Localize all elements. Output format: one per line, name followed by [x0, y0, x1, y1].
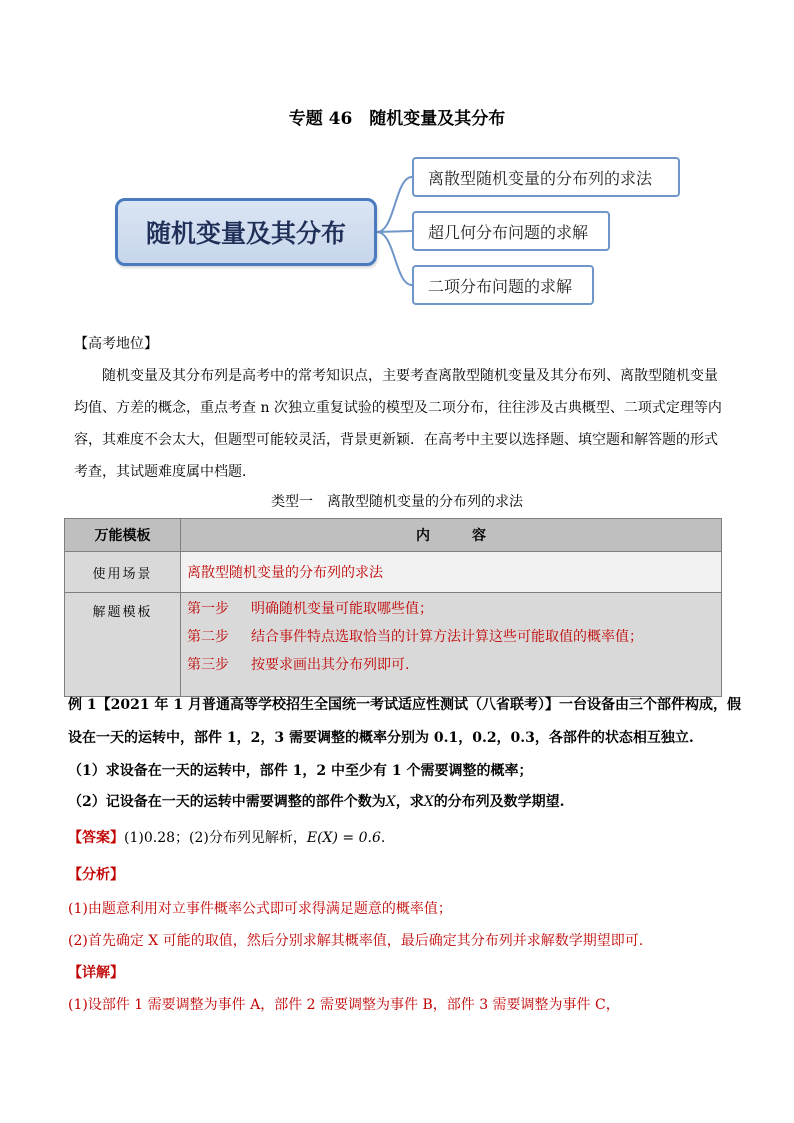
template-table	[64, 518, 722, 697]
row-label-scenario: 使用场景	[65, 552, 181, 593]
type1-heading: 类型一 离散型随机变量的分布列的求法	[271, 494, 523, 510]
example-line-2: 设在一天的运转中，部件 1，2，3 需要调整的概率分别为 0.1，0.2，0.3，各部件的状态相互独立.	[68, 730, 694, 746]
detail-line-1: (1)设部件 1 需要调整为事件 A，部件 2 需要调整为事件 B，部件 3 需要调整为事件 C，	[68, 997, 620, 1013]
table-row	[65, 593, 722, 697]
example-line-1: 例 1【2021 年 1 月普通高等学校招生全国统一考试适应性测试（八省联考）】一台设备由三个部件构成，假	[68, 697, 741, 713]
step-1: 第一步 明确随机变量可能取哪些值；	[187, 601, 433, 617]
answer-line: 【答案】(1)0.28；(2)分布列见解析，E(X) = 0.6.	[68, 830, 386, 846]
row-content-scenario: 离散型随机变量的分布列的求法	[181, 552, 722, 593]
analysis-line-2: (2)首先确定 X 可能的取值，然后分别求解其概率值，最后确定其分布列并求解数学期望即可.	[68, 933, 644, 949]
step-2: 第二步 结合事件特点选取恰当的计算方法计算这些可能取值的概率值；	[187, 629, 643, 645]
position-paragraph: 随机变量及其分布列是高考中的常考知识点，主要考查离散型随机变量及其分布列、离散型随机变量均值、方差的概念，重点考查 n 次独立重复试验的模型及二项分布，往往涉及古典概型、二项式定理等内容，其难度不会太大，但题型可能较灵活，背景更新颖．在高考中主要以选择题、填空题和解答题的形式考查，其试题难度属中档题．	[74, 368, 722, 480]
row-content-steps	[181, 593, 722, 697]
mindmap-branch-binomial: 二项分布问题的求解	[412, 265, 594, 305]
mindmap-central-node: 随机变量及其分布	[115, 198, 377, 266]
answer-formula: E(X) = 0.6	[306, 830, 381, 846]
step-3: 第三步 按要求画出其分布列即可.	[187, 657, 410, 673]
detail-heading: 【详解】	[68, 965, 124, 981]
table-header-right: 内 容	[181, 519, 722, 552]
analysis-heading: 【分析】	[68, 867, 124, 883]
page-title: 专题 46 随机变量及其分布	[288, 109, 506, 129]
table-row	[65, 552, 722, 593]
position-heading: 【高考地位】	[74, 336, 158, 352]
example-question-1: （1）求设备在一天的运转中，部件 1，2 中至少有 1 个需要调整的概率；	[68, 763, 533, 779]
table-header-row	[65, 519, 722, 552]
mindmap-branch-discrete: 离散型随机变量的分布列的求法	[412, 157, 680, 197]
analysis-line-1: (1)由题意利用对立事件概率公式即可求得满足题意的概率值；	[68, 901, 452, 917]
row-label-template: 解题模板	[65, 593, 181, 697]
example-question-2: （2）记设备在一天的运转中需要调整的部件个数为X，求X的分布列及数学期望.	[68, 794, 565, 810]
table-header-left: 万能模板	[65, 519, 181, 552]
mindmap-branch-hypergeometric: 超几何分布问题的求解	[412, 211, 610, 251]
